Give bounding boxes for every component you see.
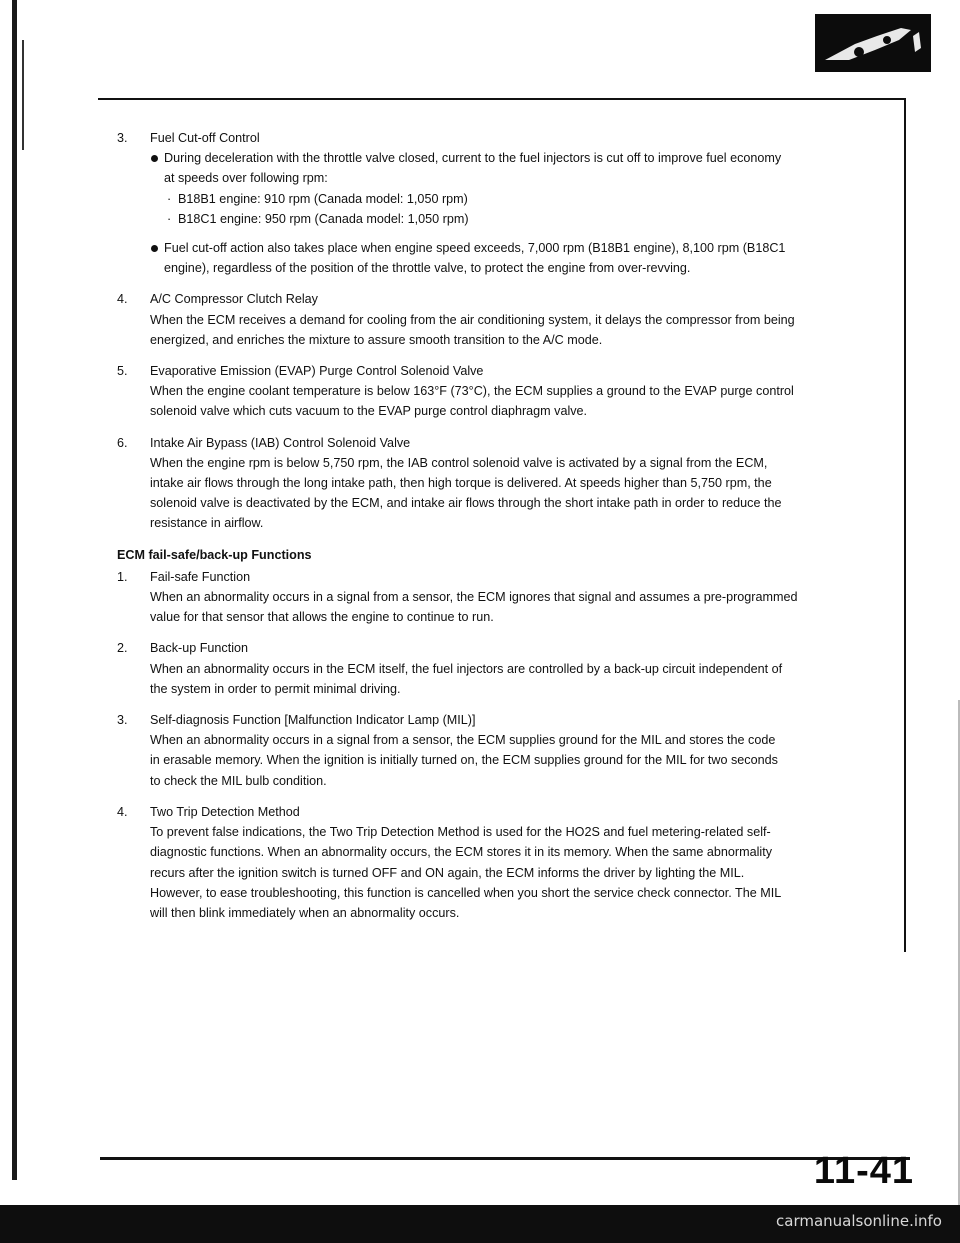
sub-item-text: B18B1 engine: 910 rpm (Canada model: 1,050 rpm) [178,191,468,206]
body-line: in erasable memory. When the ignition is initially turned on, the ECM supplies ground for the MIL for two seconds [150,753,778,768]
body-line: value for that sensor that allows the engine to continue to run. [150,610,494,625]
item-number: 5. [117,364,128,379]
item-fail-safe [117,567,902,628]
body-line: at speeds over following rpm: [164,171,328,186]
body-line: to check the MIL bulb condition. [150,773,327,788]
body-line: will then blink immediately when an abnormality occurs. [150,905,460,920]
item-number: 4. [117,292,128,307]
body-line: When the engine rpm is below 5,750 rpm, the IAB control solenoid valve is activated by a signal from the ECM, [150,455,768,470]
body-line: When an abnormality occurs in the ECM itself, the fuel injectors are controlled by a back-up circuit independent of [150,661,783,676]
body-line: Fuel cut-off action also takes place when engine speed exceeds, 7,000 rpm (B18B1 engine), 8,100 rpm (B18C1 [164,241,786,256]
body-line: recurs after the ignition switch is turned OFF and ON again, the ECM informs the driver by lighting the MIL. [150,865,745,880]
item-self-diagnosis [117,710,902,791]
item-evap-purge [117,361,902,422]
watermark: carmanualsonline.info [776,1212,942,1230]
bullet-point [150,148,902,229]
car-section-icon [815,14,931,72]
body-line: energized, and enriches the mixture to assure smooth transition to the A/C mode. [150,332,603,347]
item-ac-relay [117,289,902,350]
sub-bullet-icon: · [167,211,172,226]
scan-edge-mark [22,40,24,150]
body-line: the system in order to permit minimal driving. [150,681,401,696]
item-back-up [117,638,902,699]
item-title: Two Trip Detection Method [150,804,300,819]
bullet-dot-icon [151,245,158,252]
item-title: Intake Air Bypass (IAB) Control Solenoid Valve [150,435,411,450]
item-title: Evaporative Emission (EVAP) Purge Control Solenoid Valve [150,364,484,379]
body-line: When an abnormality occurs in a signal from a sensor, the ECM supplies ground for the MIL and stores the code [150,733,776,748]
page-number: 11-41 [813,1150,914,1192]
body-line: During deceleration with the throttle valve closed, current to the fuel injectors is cut off to improve fuel economy [164,151,782,166]
scan-edge-bar [12,0,17,1180]
item-number: 6. [117,435,128,450]
item-number: 2. [117,641,128,656]
body-line: intake air flows through the long intake path, then high torque is delivered. At speeds higher than 5,750 rpm, the [150,476,772,491]
sub-item [164,189,902,209]
footer-rule [100,1157,910,1160]
bullet-dot-icon [151,155,158,162]
bullet-point [150,238,902,278]
item-title: Fail-safe Function [150,569,251,584]
item-number: 4. [117,804,128,819]
body-line: engine), regardless of the position of the throttle valve, to protect the engine from over-revving. [164,261,691,276]
section-heading: ECM fail-safe/back-up Functions [117,547,312,562]
body-line: resistance in airflow. [150,516,264,531]
item-two-trip [117,802,902,923]
sub-item-text: B18C1 engine: 950 rpm (Canada model: 1,050 rpm) [178,211,469,226]
item-number: 3. [117,713,128,728]
sub-bullet-icon: · [167,191,172,206]
item-number: 1. [117,569,128,584]
body-line: When an abnormality occurs in a signal from a sensor, the ECM ignores that signal and assumes a pre-programmed [150,590,798,605]
body-line: When the ECM receives a demand for cooling from the air conditioning system, it delays the compressor from being [150,312,795,327]
body-line: When the engine coolant temperature is below 163°F (73°C), the ECM supplies a ground to the EVAP purge control [150,384,794,399]
item-title: Fuel Cut-off Control [150,131,260,145]
document-body [117,128,902,934]
item-iab-control [117,433,902,534]
body-line: To prevent false indications, the Two Trip Detection Method is used for the HO2S and fuel metering-related self- [150,825,771,840]
body-line: solenoid valve is deactivated by the ECM, and intake air flows through the short intake path in order to reduce the [150,496,782,511]
item-title: Back-up Function [150,641,249,656]
sub-item [164,209,902,229]
item-number: 3. [117,131,128,145]
body-line: diagnostic functions. When an abnormality occurs, the ECM stores it in its memory. When the same abnormality [150,845,773,860]
item-title: A/C Compressor Clutch Relay [150,292,318,307]
item-title: Self-diagnosis Function [Malfunction Indicator Lamp (MIL)] [150,713,476,728]
item-fuel-cutoff [117,128,902,278]
body-line: solenoid valve which cuts vacuum to the EVAP purge control diaphragm valve. [150,404,588,419]
body-line: However, to ease troubleshooting, this function is cancelled when you short the service check connector. The MIL [150,885,782,900]
